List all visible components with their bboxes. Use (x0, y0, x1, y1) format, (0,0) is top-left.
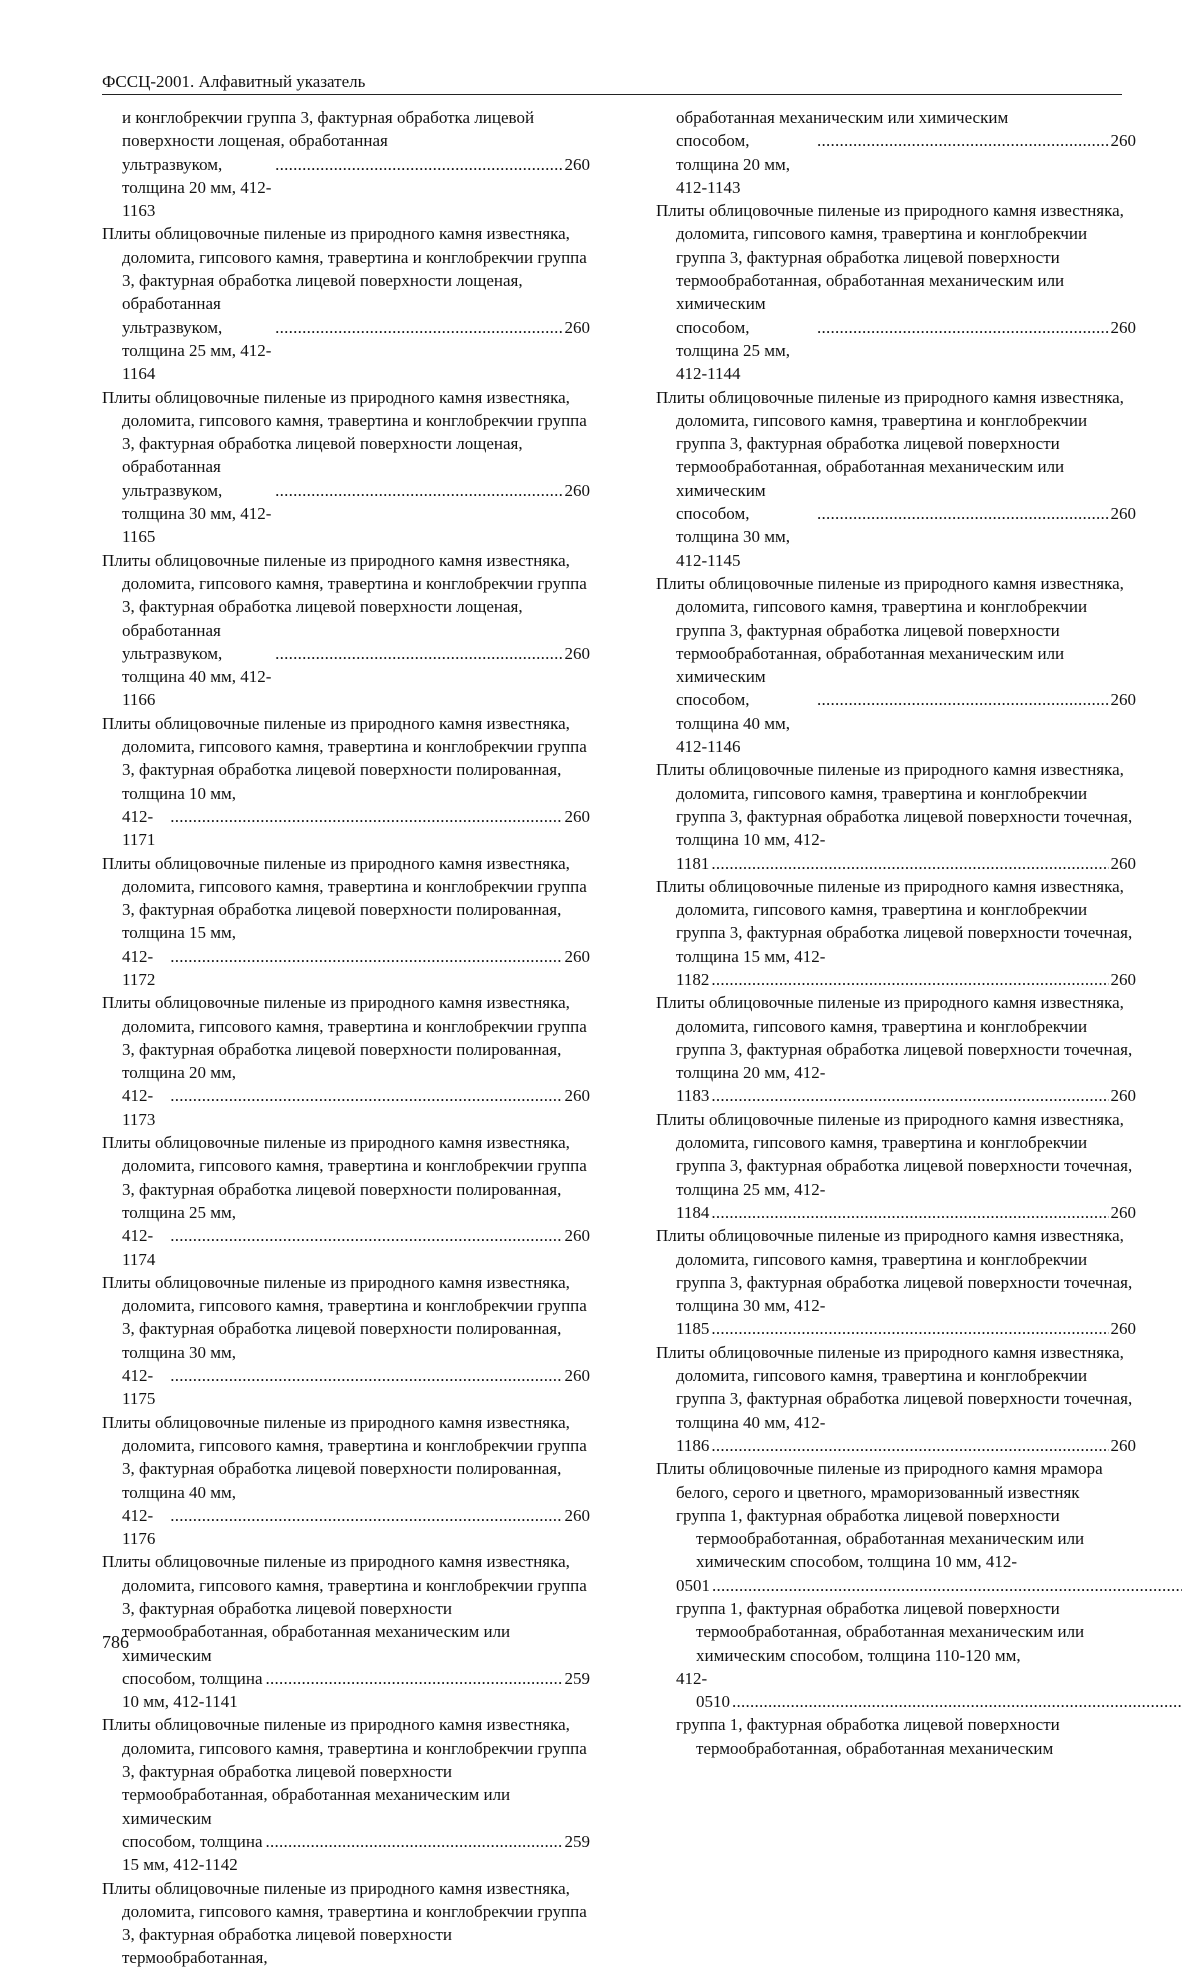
entry-code: ультразвуком, толщина 40 мм, 412-1166 (122, 643, 272, 710)
dot-leader (711, 852, 1108, 875)
entry-text: Плиты облицовочные пиленые из природного камня известняка, доломита, гипсового камня, травертина и конглобрекчии группа 3, фактурная обработка лицевой поверхности лощеная, обработанная (102, 387, 587, 477)
entry-code: способом, толщина 40 мм, 412-1146 (676, 690, 791, 757)
entry-last-line (676, 1434, 1136, 1457)
entry-last-line (676, 1201, 1136, 1224)
index-entry (656, 1341, 1136, 1457)
entry-code: 0501 (676, 1575, 710, 1595)
dot-leader (275, 316, 562, 339)
entry-code: 1184 (676, 1202, 710, 1222)
dot-leader (817, 316, 1109, 339)
entry-last-line (122, 1084, 590, 1131)
entry-text: Плиты облицовочные пиленые из природного камня известняка, доломита, гипсового камня, травертина и конглобрекчии группа 3, фактурная обработка лицевой поверхности термообработанная, обработанная механическим или химическим (656, 387, 1124, 500)
dot-leader (266, 1830, 563, 1853)
entry-text: Плиты облицовочные пиленые из природного камня известняка, доломита, гипсового камня, травертина и конглобрекчии группа 3, фактурная обработка лицевой поверхности точечная, толщина 20 мм, 412- (656, 993, 1133, 1083)
dot-leader (711, 1201, 1108, 1224)
index-entry (102, 1877, 590, 1970)
entry-text: группа 1, фактурная обработка лицевой поверхности термообработанная, обработанная механическим или химическим способом, толщина 110-120 мм, (676, 1599, 1085, 1665)
entry-code: 412-1174 (122, 1226, 156, 1269)
entry-text: Плиты облицовочные пиленые из природного камня известняка, доломита, гипсового камня, травертина и конглобрекчии группа 3, фактурная обработка лицевой поверхности точечная, толщина 30 мм, 412- (656, 1226, 1133, 1316)
index-entry (102, 1271, 590, 1411)
index-entry (656, 991, 1136, 1107)
entry-code: 412-1175 (122, 1366, 156, 1409)
index-entry (656, 1713, 1136, 1760)
entry-text: Плиты облицовочные пиленые из природного камня известняка, доломита, гипсового камня, травертина и конглобрекчии группа 3, фактурная обработка лицевой поверхности термообработанная, обработанная механическим или химическим (102, 1715, 587, 1828)
index-entry (102, 1713, 590, 1876)
entry-code: ультразвуком, толщина 25 мм, 412-1164 (122, 317, 272, 384)
entry-text: группа 1, фактурная обработка лицевой поверхности термообработанная, обработанная механическим (676, 1715, 1060, 1758)
entry-last-line (122, 945, 590, 992)
page-number: 786 (102, 1632, 129, 1652)
page-ref: 259 (564, 1831, 590, 1851)
dot-leader (275, 153, 562, 176)
page-ref: 260 (1110, 969, 1136, 989)
index-entry (656, 1597, 1136, 1713)
entry-last-line (122, 1504, 590, 1551)
running-header: ФССЦ-2001. Алфавитный указатель (102, 72, 1122, 95)
page-ref: 260 (564, 317, 590, 337)
entry-text: Плиты облицовочные пиленые из природного камня известняка, доломита, гипсового камня, травертина и конглобрекчии группа 3, фактурная обработка лицевой поверхности лощеная, обработанная (102, 550, 587, 640)
entry-text: Плиты облицовочные пиленые из природного камня известняка, доломита, гипсового камня, травертина и конглобрекчии группа 3, фактурная обработка лицевой поверхности точечная, толщина 25 мм, 412- (656, 1109, 1133, 1199)
entry-code: 412-1176 (122, 1505, 156, 1549)
entry-text: Плиты облицовочные пиленые из природного камня известняка, доломита, гипсового камня, травертина и конглобрекчии группа 3, фактурная обработка лицевой поверхности полированная, толщина 40 мм, (102, 1412, 587, 1502)
page-ref: 260 (564, 946, 590, 966)
entry-last-line (676, 129, 1136, 199)
entry-last-line (122, 479, 590, 549)
index-entry (102, 852, 590, 992)
entry-text: Плиты облицовочные пиленые из природного камня мрамора белого, серого и цветного, мраморизованный известняк (656, 1459, 1103, 1502)
dot-leader (275, 642, 562, 665)
index-entry (656, 199, 1136, 385)
page-ref: 260 (1110, 1435, 1136, 1455)
dot-leader (817, 502, 1109, 525)
index-entry (656, 572, 1136, 758)
entry-text: Плиты облицовочные пиленые из природного камня известняка, доломита, гипсового камня, травертина и конглобрекчии группа 3, фактурная обработка лицевой поверхности лощеная, обработанная (102, 224, 587, 314)
page-ref: 260 (1110, 1086, 1136, 1106)
entry-last-line (122, 1667, 590, 1714)
entry-last-line (676, 688, 1136, 758)
index-entry (656, 1457, 1136, 1504)
index-entry (656, 386, 1136, 572)
dot-leader (711, 968, 1108, 991)
index-entry (102, 1550, 590, 1713)
entry-code: 1183 (676, 1086, 710, 1106)
entry-text: и конглобрекчии группа 3, фактурная обработка лицевой поверхности лощеная, обработанная (122, 108, 535, 151)
entry-text: Плиты облицовочные пиленые из природного камня известняка, доломита, гипсового камня, травертина и конглобрекчии группа 3, фактурная обработка лицевой поверхности точечная, толщина 10 мм, 412- (656, 760, 1133, 850)
entry-last-line (676, 1084, 1136, 1107)
page-ref: 260 (1110, 131, 1136, 151)
dot-leader (275, 479, 562, 502)
dot-leader (170, 945, 562, 968)
page-ref: 260 (564, 154, 590, 174)
entry-last-line (122, 805, 590, 852)
entry-text: Плиты облицовочные пиленые из природного камня известняка, доломита, гипсового камня, травертина и конглобрекчии группа 3, фактурная обработка лицевой поверхности точечная, толщина 15 мм, 412- (656, 876, 1133, 966)
page-ref: 260 (1110, 504, 1136, 524)
index-entry (102, 1131, 590, 1271)
entry-code: 412-0510 (676, 1668, 730, 1712)
dot-leader (170, 805, 562, 828)
index-entry (656, 1224, 1136, 1340)
entry-code: 1185 (676, 1319, 710, 1339)
entry-code: способом, толщина 10 мм, 412-1141 (122, 1668, 263, 1712)
page-ref: 260 (1110, 1319, 1136, 1339)
entry-text: обработанная механическим или химическим (676, 108, 1009, 127)
entry-text: Плиты облицовочные пиленые из природного камня известняка, доломита, гипсового камня, травертина и конглобрекчии группа 3, фактурная обработка лицевой поверхности термообработанная, обработанная механическим или химическим (102, 1552, 587, 1665)
index-entry (656, 875, 1136, 991)
entry-text: Плиты облицовочные пиленые из природного камня известняка, доломита, гипсового камня, травертина и конглобрекчии группа 3, фактурная обработка лицевой поверхности полированная, толщина 10 мм, (102, 713, 587, 803)
dot-leader (170, 1224, 562, 1247)
dot-leader (712, 1576, 1182, 1595)
entry-last-line (122, 642, 590, 712)
page-ref: 260 (564, 1366, 590, 1386)
index-entry (102, 712, 590, 852)
right-column (656, 106, 1136, 1760)
entry-text: Плиты облицовочные пиленые из природного камня известняка, доломита, гипсового камня, травертина и конглобрекчии группа 3, фактурная обработка лицевой поверхности термообработанная, (102, 1878, 587, 1968)
page-ref: 260 (564, 1505, 590, 1525)
entry-text: Плиты облицовочные пиленые из природного камня известняка, доломита, гипсового камня, травертина и конглобрекчии группа 3, фактурная обработка лицевой поверхности полированная, толщина 30 мм, (102, 1272, 587, 1362)
index-entry (102, 106, 590, 222)
page-ref: 260 (564, 806, 590, 826)
index-entry (102, 549, 590, 712)
dot-leader (711, 1317, 1108, 1340)
entry-code: способом, толщина 15 мм, 412-1142 (122, 1831, 263, 1875)
entry-last-line (676, 502, 1136, 572)
dot-leader (711, 1434, 1108, 1457)
entry-text: Плиты облицовочные пиленые из природного камня известняка, доломита, гипсового камня, травертина и конглобрекчии группа 3, фактурная обработка лицевой поверхности точечная, толщина 40 мм, 412- (656, 1342, 1133, 1432)
page-ref: 260 (564, 480, 590, 500)
entry-text: Плиты облицовочные пиленые из природного камня известняка, доломита, гипсового камня, травертина и конглобрекчии группа 3, фактурная обработка лицевой поверхности термообработанная, обработанная механическим или химическим (656, 201, 1124, 314)
entry-code: 1186 (676, 1435, 710, 1455)
dot-leader (732, 1692, 1182, 1711)
entry-last-line (122, 1224, 590, 1271)
entry-last-line (122, 1830, 590, 1877)
entry-text: Плиты облицовочные пиленые из природного камня известняка, доломита, гипсового камня, травертина и конглобрекчии группа 3, фактурная обработка лицевой поверхности полированная, толщина 25 мм, (102, 1133, 587, 1222)
entry-code: способом, толщина 25 мм, 412-1144 (676, 317, 791, 384)
entry-code: 412-1173 (122, 1086, 156, 1129)
index-entry (102, 386, 590, 549)
dot-leader (266, 1667, 563, 1690)
entry-last-line (676, 1574, 1136, 1597)
dot-leader (170, 1364, 562, 1387)
page-ref: 260 (1110, 853, 1136, 873)
index-entry (656, 106, 1136, 199)
entry-code: 412-1172 (122, 946, 156, 989)
entry-last-line (122, 153, 590, 223)
entry-text: Плиты облицовочные пиленые из природного камня известняка, доломита, гипсового камня, травертина и конглобрекчии группа 3, фактурная обработка лицевой поверхности термообработанная, обработанная механическим или химическим (656, 573, 1124, 687)
entry-text: Плиты облицовочные пиленые из природного камня известняка, доломита, гипсового камня, травертина и конглобрекчии группа 3, фактурная обработка лицевой поверхности полированная, толщина 20 мм, (102, 993, 587, 1083)
entry-code: ультразвуком, толщина 20 мм, 412-1163 (122, 154, 272, 221)
entry-last-line (676, 852, 1136, 875)
entry-code: 1182 (676, 969, 710, 989)
entry-text: Плиты облицовочные пиленые из природного камня известняка, доломита, гипсового камня, травертина и конглобрекчии группа 3, фактурная обработка лицевой поверхности полированная, толщина 15 мм, (102, 853, 587, 943)
index-entry (656, 1504, 1136, 1597)
entry-code: способом, толщина 20 мм, 412-1143 (676, 131, 791, 197)
page-ref: 260 (1110, 1202, 1136, 1222)
page-ref: 260 (1110, 690, 1136, 710)
left-column (102, 106, 590, 1970)
index-entry (102, 991, 590, 1131)
entry-code: ультразвуком, толщина 30 мм, 412-1165 (122, 480, 272, 547)
index-entry (102, 1411, 590, 1551)
page-ref: 260 (1110, 317, 1136, 337)
dot-leader (170, 1504, 562, 1527)
dot-leader (711, 1084, 1108, 1107)
entry-last-line (122, 1364, 590, 1411)
index-entry (656, 758, 1136, 874)
page-ref: 260 (564, 1086, 590, 1106)
entry-code: 1181 (676, 853, 710, 873)
entry-last-line (676, 1317, 1136, 1340)
dot-leader (170, 1084, 562, 1107)
index-entry (102, 222, 590, 385)
entry-code: способом, толщина 30 мм, 412-1145 (676, 504, 791, 570)
page-ref: 259 (564, 1668, 590, 1688)
dot-leader (817, 688, 1109, 711)
entry-code: 412-1171 (122, 806, 156, 850)
index-entry (656, 1108, 1136, 1224)
page-ref: 260 (564, 1226, 590, 1246)
entry-last-line (676, 1667, 1136, 1714)
dot-leader (817, 129, 1109, 152)
entry-last-line (122, 316, 590, 386)
entry-last-line (676, 316, 1136, 386)
entry-text: группа 1, фактурная обработка лицевой поверхности термообработанная, обработанная механическим или химическим способом, толщина 10 мм, 412- (676, 1505, 1085, 1572)
entry-last-line (676, 968, 1136, 991)
page-ref: 260 (564, 643, 590, 663)
